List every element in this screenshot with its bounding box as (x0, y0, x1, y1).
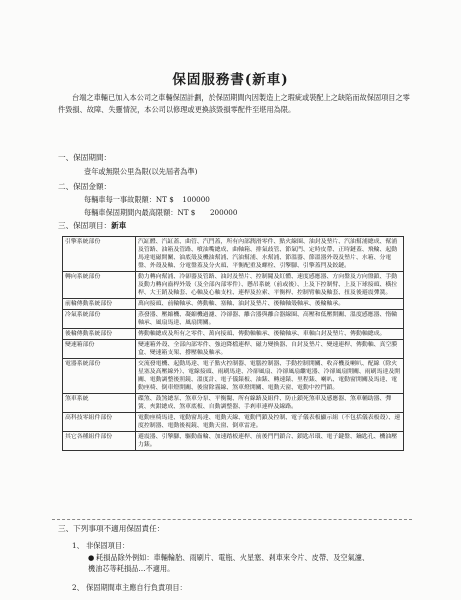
table-row (63, 359, 404, 394)
row-content: 變速箱外殼、全部內部零件、強迫降檔連桿、磁力變換器、自封及墊片、變速連桿、傳動軸、真空膜盒、變速箱支架、撐壓軸及軸承。 (136, 340, 404, 359)
exclusion-item-1 (72, 540, 412, 551)
document-title: 保固服務書(新車) (172, 72, 289, 88)
section-amount-heading: 二、保固金額： (58, 182, 112, 191)
amount-line-per-accident (84, 195, 210, 205)
row-content: 動力轉向幫浦、冷卻器及管路、油封及墊片、控制閥及紅體、速度感應器、方向盤及方向盤鎖、手動及動力轉向齒桿外殼（及全部內部零件）、懸吊系統（前或後）、上及下控制臂、上及下球接頭、橫拉桿、大王銷及軸套、心軸及心軸支柱、連桿及拉索、平衡桿、控制臂軸及軸套、扭及後避震彈簧。 (136, 272, 404, 299)
row-content: 汽缸體、汽缸蓋、曲管、汽門蓋，所有內部潤滑零件、點火線圈、油封及墊片、汽油幫浦總成、幫浦及管路、油箱及管路、噴油嘴總成、曲軸箱、排氣歧管、節氣門、定時皮帶、正時鏈蓋、飛輪、起動馬達電磁開關、油底殼及機油幫浦、汽油幫浦、水幫浦、節溫器、節溫器外殼及墊片、水箱、分電盤、外殼及軸、分電盤蓋及分火頭、平衡配重及螺栓、引擎腳、引擎蓋閂及鉸鏈。 (136, 237, 404, 272)
coverage-table (62, 236, 404, 451)
table-row (63, 299, 404, 310)
table-row (63, 329, 404, 340)
row-label: 高科技零組件部份 (63, 413, 136, 432)
exclusion-item-2-title: 保固期間車主應自行負責項目： (86, 583, 187, 592)
page-divider (52, 519, 412, 520)
amount-period-max-value: 200000 (209, 208, 238, 217)
table-row (63, 237, 404, 272)
section-period-detail: 壹年或無限公里為限(以先屆者為準) (84, 167, 198, 176)
row-label: 冷氣系統部份 (63, 310, 136, 329)
amount-per-accident-value: 100000 (182, 195, 210, 204)
bullet-icon: ● (88, 553, 95, 562)
row-content: 避震器、引擎腳、驅動齒輪、加速踏板連桿、前後門門鎖合、鎖匙吊環、電子鍵盤、鑰匙孔、機油壓力錶。 (136, 432, 404, 451)
row-content: 交流發電機、起動馬達、電子點火控制器、電腦控制器、手動控制開關、收音機及喇叭、配線（除火星塞及高壓線外）、電線接頭、雨刷馬達、冷卻風扇、冷卻風扇繼電器、冷卻風扇開關、雨刷馬達及開關、電動調整後照鏡、溫度計、電子儀錶板、油錶、轉速錶、里程錶、喇叭、電動窗開關及馬達、電動座椅、倒車燈開關、後窗除霧線、煞車燈開關、電動天窗、電動中控門鎖。 (136, 359, 404, 394)
exclusion-item-1-detail-row (88, 552, 376, 574)
intro-paragraph: 台端之車輛已加入本公司之車輛保固計劃，於保固期間內因製造上之瑕疵或裝配上之缺陷而故保固項目之零件毀損、故障、失靈情況，本公司以修理或更換該毀損零配件至堪用為限。 (58, 93, 410, 114)
table-row (63, 394, 404, 413)
exclusion-item-1-title: 非保固項目： (86, 541, 130, 550)
amount-period-max-label: 每輛車保固期間內最高限額：NT $ (84, 208, 196, 217)
row-label: 其它各種組件部份 (63, 432, 136, 451)
row-content: 傳動軸總成及所有之零件、萬向接頭、傳動軸軸承、後輪軸承、車軸白封及墊片、傳動軸總成。 (136, 329, 404, 340)
section-items-value: 新車 (111, 221, 127, 230)
table-row (63, 413, 404, 432)
exclusion-item-2-number: 2、 (72, 583, 84, 592)
section-items-heading (58, 221, 126, 231)
row-label: 變速箱部份 (63, 340, 136, 359)
exclusion-item-1-detail: 耗損品除外例如：車輛輪胎、雨刷片、電瓶、火星塞、剎車來令片、皮帶、及空氣濾、機油芯等耗損品…不適用。 (88, 553, 370, 573)
table-row (63, 340, 404, 359)
exclusions-heading: 三、下列事項不適用保固責任： (58, 524, 165, 533)
exclusion-item-2 (72, 582, 412, 593)
row-label: 電器系統部份 (63, 359, 136, 394)
row-label: 後輪傳動系統部份 (63, 329, 136, 340)
table-row (63, 432, 404, 451)
exclusion-item-1-number: 1、 (72, 541, 84, 550)
table-row (63, 272, 404, 299)
row-content: 蒸發器、壓縮機、凝縮機過濾、冷卻器、離合器與離合器線圈、高壓和低壓開關、溫度感應器、惰輪軸承、風扇馬達、風扇開關。 (136, 310, 404, 329)
row-content: 碟煞、鼓煞總泵、煞車分泵、平衡閥、所有線路及組件、防止鎖死煞車及感應器、煞車輔助器、彈簧、夾鉗總成、煞車底板、自動調整器、手剎車連桿及線路。 (136, 394, 404, 413)
amount-per-accident-label: 每輛車每一事故限額：NT $ (84, 195, 174, 204)
row-label: 前輪傳動系統部份 (63, 299, 136, 310)
section-items-label: 三、保固項目： (58, 221, 112, 230)
row-label: 轉向系統部份 (63, 272, 136, 299)
table-row (63, 310, 404, 329)
row-label: 煞車系統 (63, 394, 136, 413)
row-label: 引擎系統部份 (63, 237, 136, 272)
amount-line-period-max (84, 208, 237, 218)
section-period-heading: 一、保固期間： (58, 153, 112, 162)
row-content: 萬向接頭、前輪軸承、傳動軸、塞軸、油封及墊片、後軸軸殼軸承、後輪軸承。 (136, 299, 404, 310)
row-content: 電動座椅馬達、電動窗馬達、電動天線、電動門鎖及控制、電子儀表板顯示組（不包括儀表板殼）、速度控制器、電動後視鏡、電動天窗、倒車雷達。 (136, 413, 404, 432)
